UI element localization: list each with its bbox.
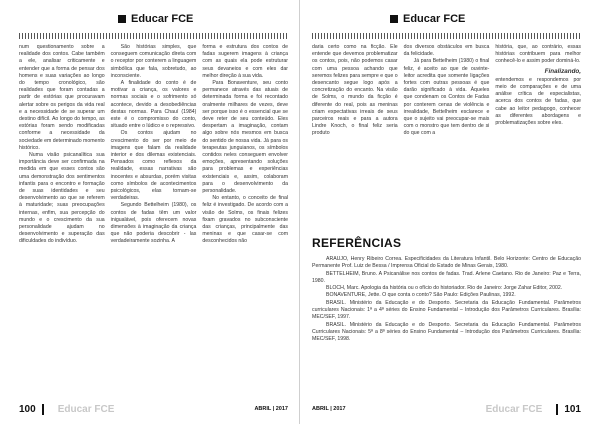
right-page <box>300 0 600 424</box>
footer-magazine-name: Educar FCE <box>485 403 543 415</box>
paragraph: São histórias simples, que conseguem comunicação direta com o receptor por conterem a linguagem simbólica que fala, sobretudo, ao inconsciente. <box>110 44 197 79</box>
reference-item: BRASIL. Ministério da Educação e do Desporto. Secretaria da Educação Fundamental. Parâmetros curriculares Nacionais: 1ª a 4ª séries do Ensino Fundamental – Introdução dos Parâmetros Curriculares. Brasília: MEC/SEF, 1997. <box>312 299 581 321</box>
column-1 <box>312 44 398 138</box>
reference-item: BONAVENTURE, Jette. O que conta o conto? São Paulo: Edições Paulinas, 1992. <box>326 292 516 299</box>
reference-item: BETTELHEIM, Bruno. A Psicanálise nos contos de fadas. Trad. Arlene Caetano. Rio de Janeiro: Paz e Terra, 1980. <box>312 270 581 284</box>
column-3 <box>495 44 581 138</box>
paragraph: A finalidade do conto é de motivar a criança, os valores e normas sociais e o sofrimento só acontece, devido a desobediências destas normas. Para Chauí (1984) este é o compromisso do conto, situado entre o lúdico e o repressivo. <box>110 80 197 130</box>
magazine-title: Educar FCE <box>403 13 466 25</box>
text-columns <box>312 44 581 138</box>
magazine-title: Educar FCE <box>131 13 194 25</box>
issue-date: ABRIL | 2017 <box>312 406 346 412</box>
footer-magazine-name: Educar FCE <box>57 403 115 415</box>
paragraph: Segundo Bettelheim (1980), os contos de fadas têm um valor inigualável, pois oferecem novas dimensões à imaginação da criança que não poderia descobrir - las verdadeiramente sozinha. A <box>110 202 197 245</box>
paragraph: No entanto, o conceito de final feliz é investigado. De acordo com a visão de Solms, os finais felizes fixam gravados no subconsciente das crianças, principalmente das meninas e que casar-se com desconhecidos não <box>202 195 289 245</box>
text-columns <box>19 44 288 246</box>
page-header <box>118 12 193 26</box>
page-footer <box>19 402 288 416</box>
square-bullet-icon <box>118 15 126 23</box>
page-footer <box>312 402 581 416</box>
subheading: Finalizando, <box>544 67 582 75</box>
references-list <box>312 256 581 344</box>
column-1 <box>19 44 105 246</box>
paragraph: Para Bonaventure, seu conto permanece através das atuais de determinada forma e foi recontado oralmente milhares de vezes, deve ser porque isso é o essencial que se deve reter de seu conteúdo. Eles despertam a imaginação, contam algo sobre nós mesmos em busca do sentido de nossa vida. Já para os terapeutas junguianos, os símbolos contidos neles conseguem envolver emoções, apresentando soluções para problemas e experiências existenciais e, assim, colaboram para o desenvolvimento da personalidade. <box>202 80 289 195</box>
paragraph: dos diversos obstáculos em busca da felicidade. <box>403 44 490 58</box>
page-header <box>390 12 465 26</box>
column-2 <box>111 44 197 246</box>
paragraph: Numa visão psicanalítica sua importância deve ser confirmada na medida em que esses contos são uma demonstração dos sentimentos infantis para o encontro e formação de suas identidades e seu desenvolvimento ao que se referem à maturidade; suas preocupações internas, enfim, sua percepção do mundo e o crescimento da sua personalidade ajudam no desenvolvimento e superação das dificuldades do indivíduo. <box>19 152 105 245</box>
reference-item: BRASIL. Ministério da Educação e do Desporto. Secretaria da Educação Fundamental. Parâmetros Curriculares Nacionais: 5ª a 8ª séries do Ensino Fundamental – Introdução dos Parâmetros Curriculares. Brasília: MEC/SEF, 1998. <box>312 321 581 343</box>
references-heading: REFERÊNCIAS <box>312 236 402 250</box>
paragraph: Já para Bettelheim (1980) o final feliz, é aceito ao que de ouvinte-leitor acredita que somente ligações fortes com outras pessoas é que darão significado à vida. Àqueles que condenam os Contos de Fadas por conterem cenas de violência e irrealidade, Bettelheim esclarece e que o sujeito vai preocupar-se mais com o monstro que tem dentro de si do que com a <box>403 58 490 137</box>
column-2 <box>404 44 490 138</box>
page-number: 100 <box>19 403 36 415</box>
column-3 <box>202 44 288 246</box>
header-rule <box>19 33 288 39</box>
footer-divider <box>556 404 558 415</box>
paragraph: daria certo como na ficção. Ele entende que devemos problematizar os contos, pois, não podemos casar com uma pessoa achando que seremos felizes para sempre e que o desencanto segue logo após a concretização do encanto. Na visão de Solms, o mundo da ficção é diferente do real, pois as meninas criam expectativas irreais de seus parceiros reais e para a autora Lindre Knoch, o final feliz seria produto <box>312 44 398 137</box>
issue-date: ABRIL | 2017 <box>254 406 288 412</box>
paragraph: num questionamento sobre a realidade dos contos. Cabe também a ele, analisar criticamente e entender que a forma de pensar dos homens e suas variações ao longo do tempo cronológico, são realidades que foram contadas a partir de estórias que procuravam alertar sobre os perigos da vida real e a necessidade de se superar um destino difícil. Ao longo do tempo, as estórias foram sendo modificadas conforme a necessidade da sociedade em determinado momento histórico. <box>19 44 105 151</box>
square-bullet-icon <box>390 15 398 23</box>
paragraph: história, que, ao contrário, essas histórias contribuem para melhor conhecê-lo e assim poder dominá-lo. <box>495 44 582 65</box>
reference-item: ARAUJO, Henry Ribeiro Correa. Especificidades da Literatura Infantil. Belo Horizonte: Centro de Educação Permanente Prof. Luiz de Bessa / Imprensa Oficial do Estado de Minas Gerais, 1980. <box>312 256 581 270</box>
paragraph: forma e estrutura dos contos de fadas sugerem imagens à criança com as quais ela pode estruturar seus devaneios e com eles dar melhor direção à sua vida. <box>202 44 289 79</box>
header-rule <box>312 33 581 39</box>
footer-divider <box>42 404 44 415</box>
reference-item: BLOCH, Marc. Apologia da história ou o ofício do historiador. Rio de Janeiro: Jorge Zahar Editor, 2002. <box>326 285 563 292</box>
page-number: 101 <box>564 403 581 415</box>
paragraph: entendemos e respondemos por meio de comparações e de uma análise crítica de especialistas, acerca dos contos de fadas, que cabe ao leitor pedagogo, conhecer as diferentes abordagens e problematizações sobre eles. <box>495 76 582 127</box>
paragraph: Os contos ajudam no crescimento do ser por meio de imagens que falam da realidade interior e dos dilemas existenciais. Pensados como reflexos da realidade, essas narrativas são inocentes e absurdas, porém visitas como símbolos de acontecimentos psicológicos, elas tornam-se verdadeiras. <box>110 130 197 202</box>
